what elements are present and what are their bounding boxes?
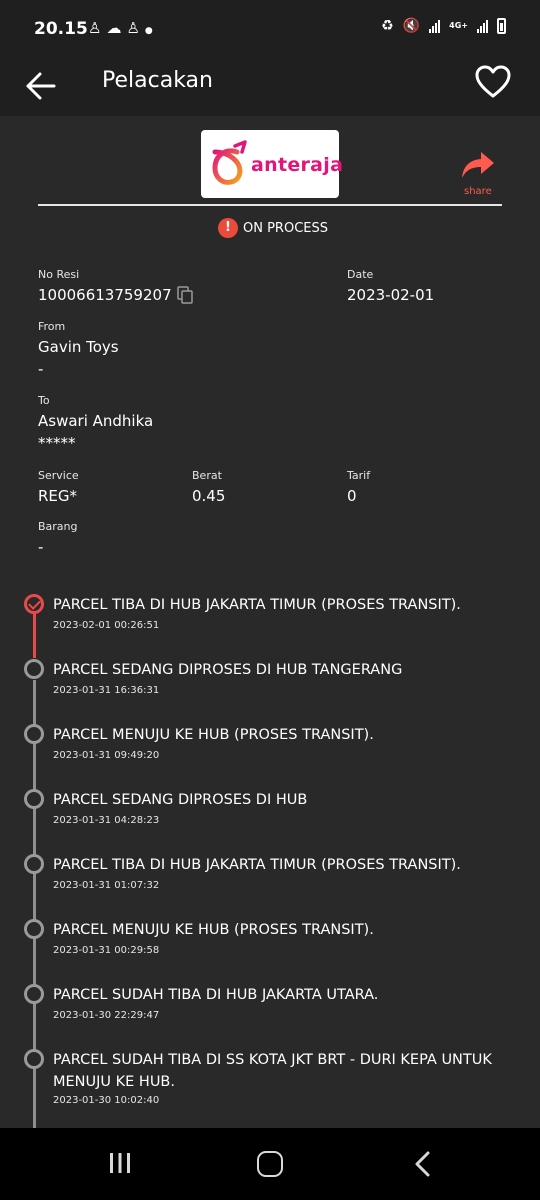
status-bar — [0, 0, 540, 58]
date-value: 2023-02-01 — [347, 286, 435, 304]
to-detail: ***** — [38, 434, 76, 452]
tarif-label: Tarif — [347, 469, 371, 482]
circle-icon — [24, 984, 44, 1004]
berat-label: Berat — [192, 469, 222, 482]
share-icon — [460, 150, 496, 180]
service-label: Service — [38, 469, 79, 482]
timeline-time: 2023-01-30 22:29:47 — [53, 1010, 160, 1021]
share-button[interactable] — [458, 150, 498, 198]
signal-icon — [429, 19, 440, 33]
mute-icon: 🔇 — [402, 18, 421, 34]
to-name: Aswari Andhika — [38, 412, 154, 430]
from-detail: - — [38, 360, 44, 378]
heart-outline-icon[interactable] — [474, 64, 512, 100]
timeline-time: 2023-01-31 01:07:32 — [53, 880, 160, 891]
timeline-desc: PARCEL TIBA DI HUB JAKARTA TIMUR (PROSES TRANSIT). — [53, 857, 461, 873]
timeline-desc: PARCEL MENUJU KE HUB (PROSES TRANSIT). — [53, 727, 374, 743]
system-nav-bar — [0, 1128, 540, 1200]
arrow-left-icon[interactable] — [24, 66, 58, 106]
signal-icon — [477, 19, 488, 33]
system-icons — [381, 18, 506, 34]
date-label: Date — [347, 268, 374, 281]
copy-icon[interactable] — [177, 286, 193, 304]
recent-apps-icon[interactable] — [108, 1152, 132, 1174]
no-resi-value: 10006613759207 — [38, 286, 172, 304]
timeline-desc: PARCEL SUDAH TIBA DI HUB JAKARTA UTARA. — [53, 987, 379, 1003]
circle-icon — [24, 1049, 44, 1069]
from-name: Gavin Toys — [38, 338, 119, 356]
timeline-time: 2023-01-31 09:49:20 — [53, 750, 160, 761]
from-label: From — [38, 320, 66, 333]
person-icon: ♙ — [126, 19, 145, 37]
nav-back-icon[interactable] — [412, 1151, 432, 1177]
circle-icon — [24, 659, 44, 679]
circle-icon — [24, 919, 44, 939]
status-badge — [218, 218, 328, 238]
service-value: REG* — [38, 487, 78, 505]
alert-icon: ! — [218, 218, 238, 238]
notification-icons — [88, 19, 158, 37]
timeline-time: 2023-02-01 00:26:51 — [53, 620, 160, 631]
timeline-time: 2023-01-31 16:36:31 — [53, 685, 160, 696]
check-circle-icon — [24, 594, 44, 614]
no-resi-label: No Resi — [38, 268, 80, 281]
logo-text: anteraja — [251, 154, 344, 176]
person-icon: ♙ — [88, 19, 107, 37]
timeline-desc: PARCEL SEDANG DIPROSES DI HUB TANGERANG — [53, 662, 403, 678]
circle-icon — [24, 724, 44, 744]
to-label: To — [38, 394, 50, 407]
dot-icon: ● — [144, 26, 158, 36]
status-text: ON PROCESS — [243, 220, 328, 236]
circle-icon — [24, 789, 44, 809]
barang-value: - — [38, 538, 44, 556]
battery-saver-icon: ♻ — [381, 18, 394, 34]
status-time: 20.15 — [34, 19, 88, 39]
4g-icon: 4G+ — [449, 21, 468, 30]
timeline-time: 2023-01-31 00:29:58 — [53, 945, 160, 956]
cloud-icon: ☁ — [106, 19, 127, 37]
timeline-desc: PARCEL SUDAH TIBA DI SS KOTA JKT BRT - DURI KEPA UNTUK MENUJU KE HUB. — [53, 1052, 492, 1090]
tarif-value: 0 — [347, 487, 357, 505]
divider — [38, 204, 502, 206]
timeline-desc: PARCEL MENUJU KE HUB (PROSES TRANSIT). — [53, 922, 374, 938]
timeline-line-active — [33, 614, 36, 658]
circle-icon — [24, 854, 44, 874]
barang-label: Barang — [38, 520, 78, 533]
home-icon[interactable] — [257, 1151, 283, 1177]
berat-value: 0.45 — [192, 487, 226, 505]
battery-icon — [497, 18, 506, 34]
app-bar — [0, 58, 540, 116]
share-label: share — [464, 186, 492, 197]
timeline-time: 2023-01-31 04:28:23 — [53, 815, 160, 826]
courier-logo — [201, 130, 344, 198]
timeline-time: 2023-01-30 10:02:40 — [53, 1095, 160, 1106]
timeline-desc: PARCEL TIBA DI HUB JAKARTA TIMUR (PROSES TRANSIT). — [53, 597, 461, 613]
timeline-desc: PARCEL SEDANG DIPROSES DI HUB — [53, 792, 308, 808]
anteraja-logo-mark — [209, 138, 251, 190]
page-title: Pelacakan — [102, 68, 213, 93]
